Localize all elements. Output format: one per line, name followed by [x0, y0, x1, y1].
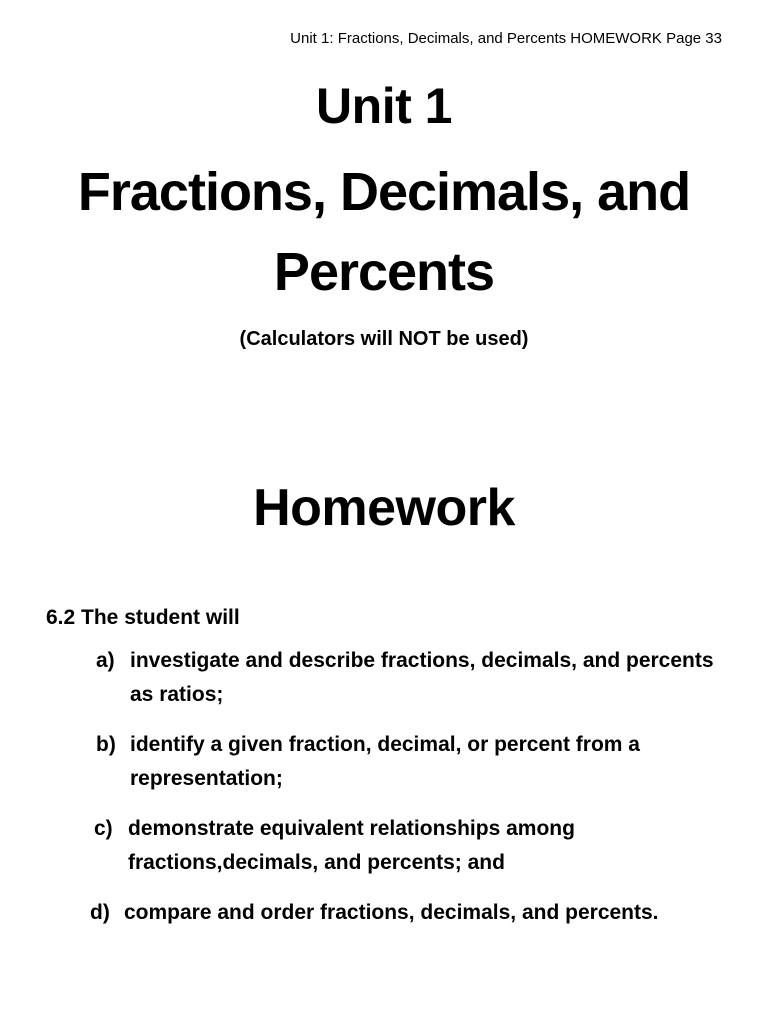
objective-text: identify a given fraction, decimal, or percent from a representation; [130, 733, 640, 790]
homework-heading: Homework [253, 479, 515, 537]
objective-a [46, 644, 736, 712]
main-title [0, 152, 768, 312]
main-title-line-2: Percents [273, 242, 495, 302]
objective-marker: c) [94, 817, 113, 840]
objective-marker: b) [96, 733, 116, 756]
objective-marker: a) [96, 649, 115, 672]
objective-b [46, 728, 736, 796]
main-title-line-1: Fractions, Decimals, and [77, 162, 691, 222]
title-block [0, 78, 768, 351]
objective-text: demonstrate equivalent relationships among fractions,decimals, and percents; and [128, 817, 575, 874]
standard-block [46, 606, 736, 946]
calculator-note: (Calculators will NOT be used) [239, 328, 529, 350]
running-header: Unit 1: Fractions, Decimals, and Percents HOMEWORK Page 33 [290, 30, 722, 47]
unit-title: Unit 1 [316, 78, 452, 134]
objective-text: investigate and describe fractions, decimals, and percents as ratios; [130, 649, 714, 706]
objective-c [46, 812, 736, 880]
objectives-list [46, 644, 736, 930]
standard-intro: 6.2 The student will [46, 606, 240, 629]
objective-marker: d) [90, 901, 110, 924]
objective-d [46, 896, 736, 930]
objective-text: compare and order fractions, decimals, and percents. [124, 901, 659, 924]
